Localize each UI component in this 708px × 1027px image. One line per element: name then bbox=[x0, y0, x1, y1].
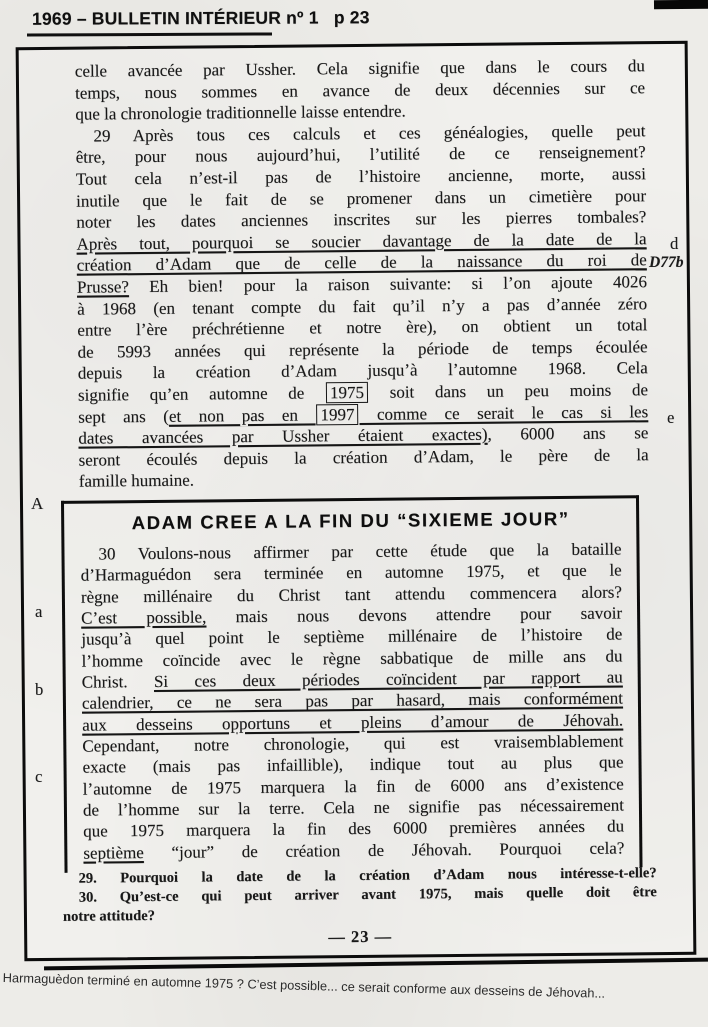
margin-note-ref: D77b bbox=[649, 254, 684, 271]
margin-note-d: d bbox=[670, 234, 679, 253]
body-text: celle avancée par Ussher. Cela signifie que dans le cours du temps, nous sommes en avance de deux décennies sur ce que la chronologie traditionnelle laisse entendre. 29 Après tous ces calculs et ces généalogies, quelle peut être, pour nous aujourd’hui, l’utilité de ce renseignement? Tout cela n’est-il pas de l’histoire ancienne, morte, aussi inutile que le fait de se promener dans un cimetière pour noter les dates anciennes inscrites sur les pierres tombales? Après tout, pourquoi se soucier davantage de la date de la création d’Adam que de celle de la naissance du roi de Prusse? Eh bien! pour la raison suivante: si l’on ajoute 4026 à 1968 (en tenant compte du fait qu’il n’y a pas d’année zéro entre l’ère préchrétienne et notre ère), on obtient un total de 5993 années qui représente la période de temps écoulée depuis la création d’Adam jusqu’à l’automne 1968. Cela signifie qu’en automne de 1975 soit dans un peu moins de sept ans (et non pas en 1997 comme ce serait le cas si les dates avancées par Ussher étaient exactes), 6000 ans se seront écoulés depuis la création d’Adam, le père de la famille humaine. bbox=[74, 56, 649, 491]
page-border-box bbox=[16, 41, 697, 961]
section-title: ADAM CREE A LA FIN DU “SIXIEME JOUR” bbox=[131, 507, 570, 534]
adam-section-box bbox=[61, 495, 643, 873]
scan-artifact-mark bbox=[654, 0, 708, 9]
bottom-caption: Harmaguèdon terminé en automne 1975 ? C’est possible... ce serait conforme aux desseins de Jéhovah... bbox=[2, 970, 606, 1001]
page-number: — 23 — bbox=[328, 926, 393, 947]
margin-note-c: c bbox=[35, 767, 43, 786]
study-questions: 29. Pourquoi la date de la création d’Adam nous intéresse-t-elle? 30. Qu’est-ce qui peut arriver avant 1975, mais quelle doit être notre attitude? bbox=[62, 865, 657, 925]
section-text: 30 Voulons-nous affirmer par cette étude que la bataille d’Harmaguédon sera terminée en automne 1975, et que le règne millénaire du Christ tant attendu commencera alors? C’est possible, mais nous devons attendre pour savoir jusqu’à quel point le septième millénaire de l’histoire de l’homme coïncide avec le règne sabbatique de mille ans du Christ. Si ces deux périodes coïncident par rapport au calendrier, ce ne sera pas par hasard, mais conformément aux desseins opportuns et pleins d’amour de Jéhovah. Cependant, notre chronologie, qui est vraisemblablement exacte (mais pas infaillible), indique tout au plus que l’automne de 1975 marquera la fin de 6000 ans d’existence de l’homme sur la terre. Cela ne signifie pas nécessairement que 1975 marquera la fin des 6000 premières années du septième “jour” de création de Jéhovah. Pourquoi cela? bbox=[80, 539, 625, 863]
margin-note-a: a bbox=[35, 602, 43, 621]
margin-note-A: A bbox=[31, 494, 44, 513]
page-header: 1969 – BULLETIN INTÉRIEUR nº 1 p 23 bbox=[31, 7, 370, 29]
header-underline bbox=[27, 32, 272, 36]
margin-note-e: e bbox=[667, 408, 675, 427]
margin-note-b: b bbox=[35, 680, 44, 699]
